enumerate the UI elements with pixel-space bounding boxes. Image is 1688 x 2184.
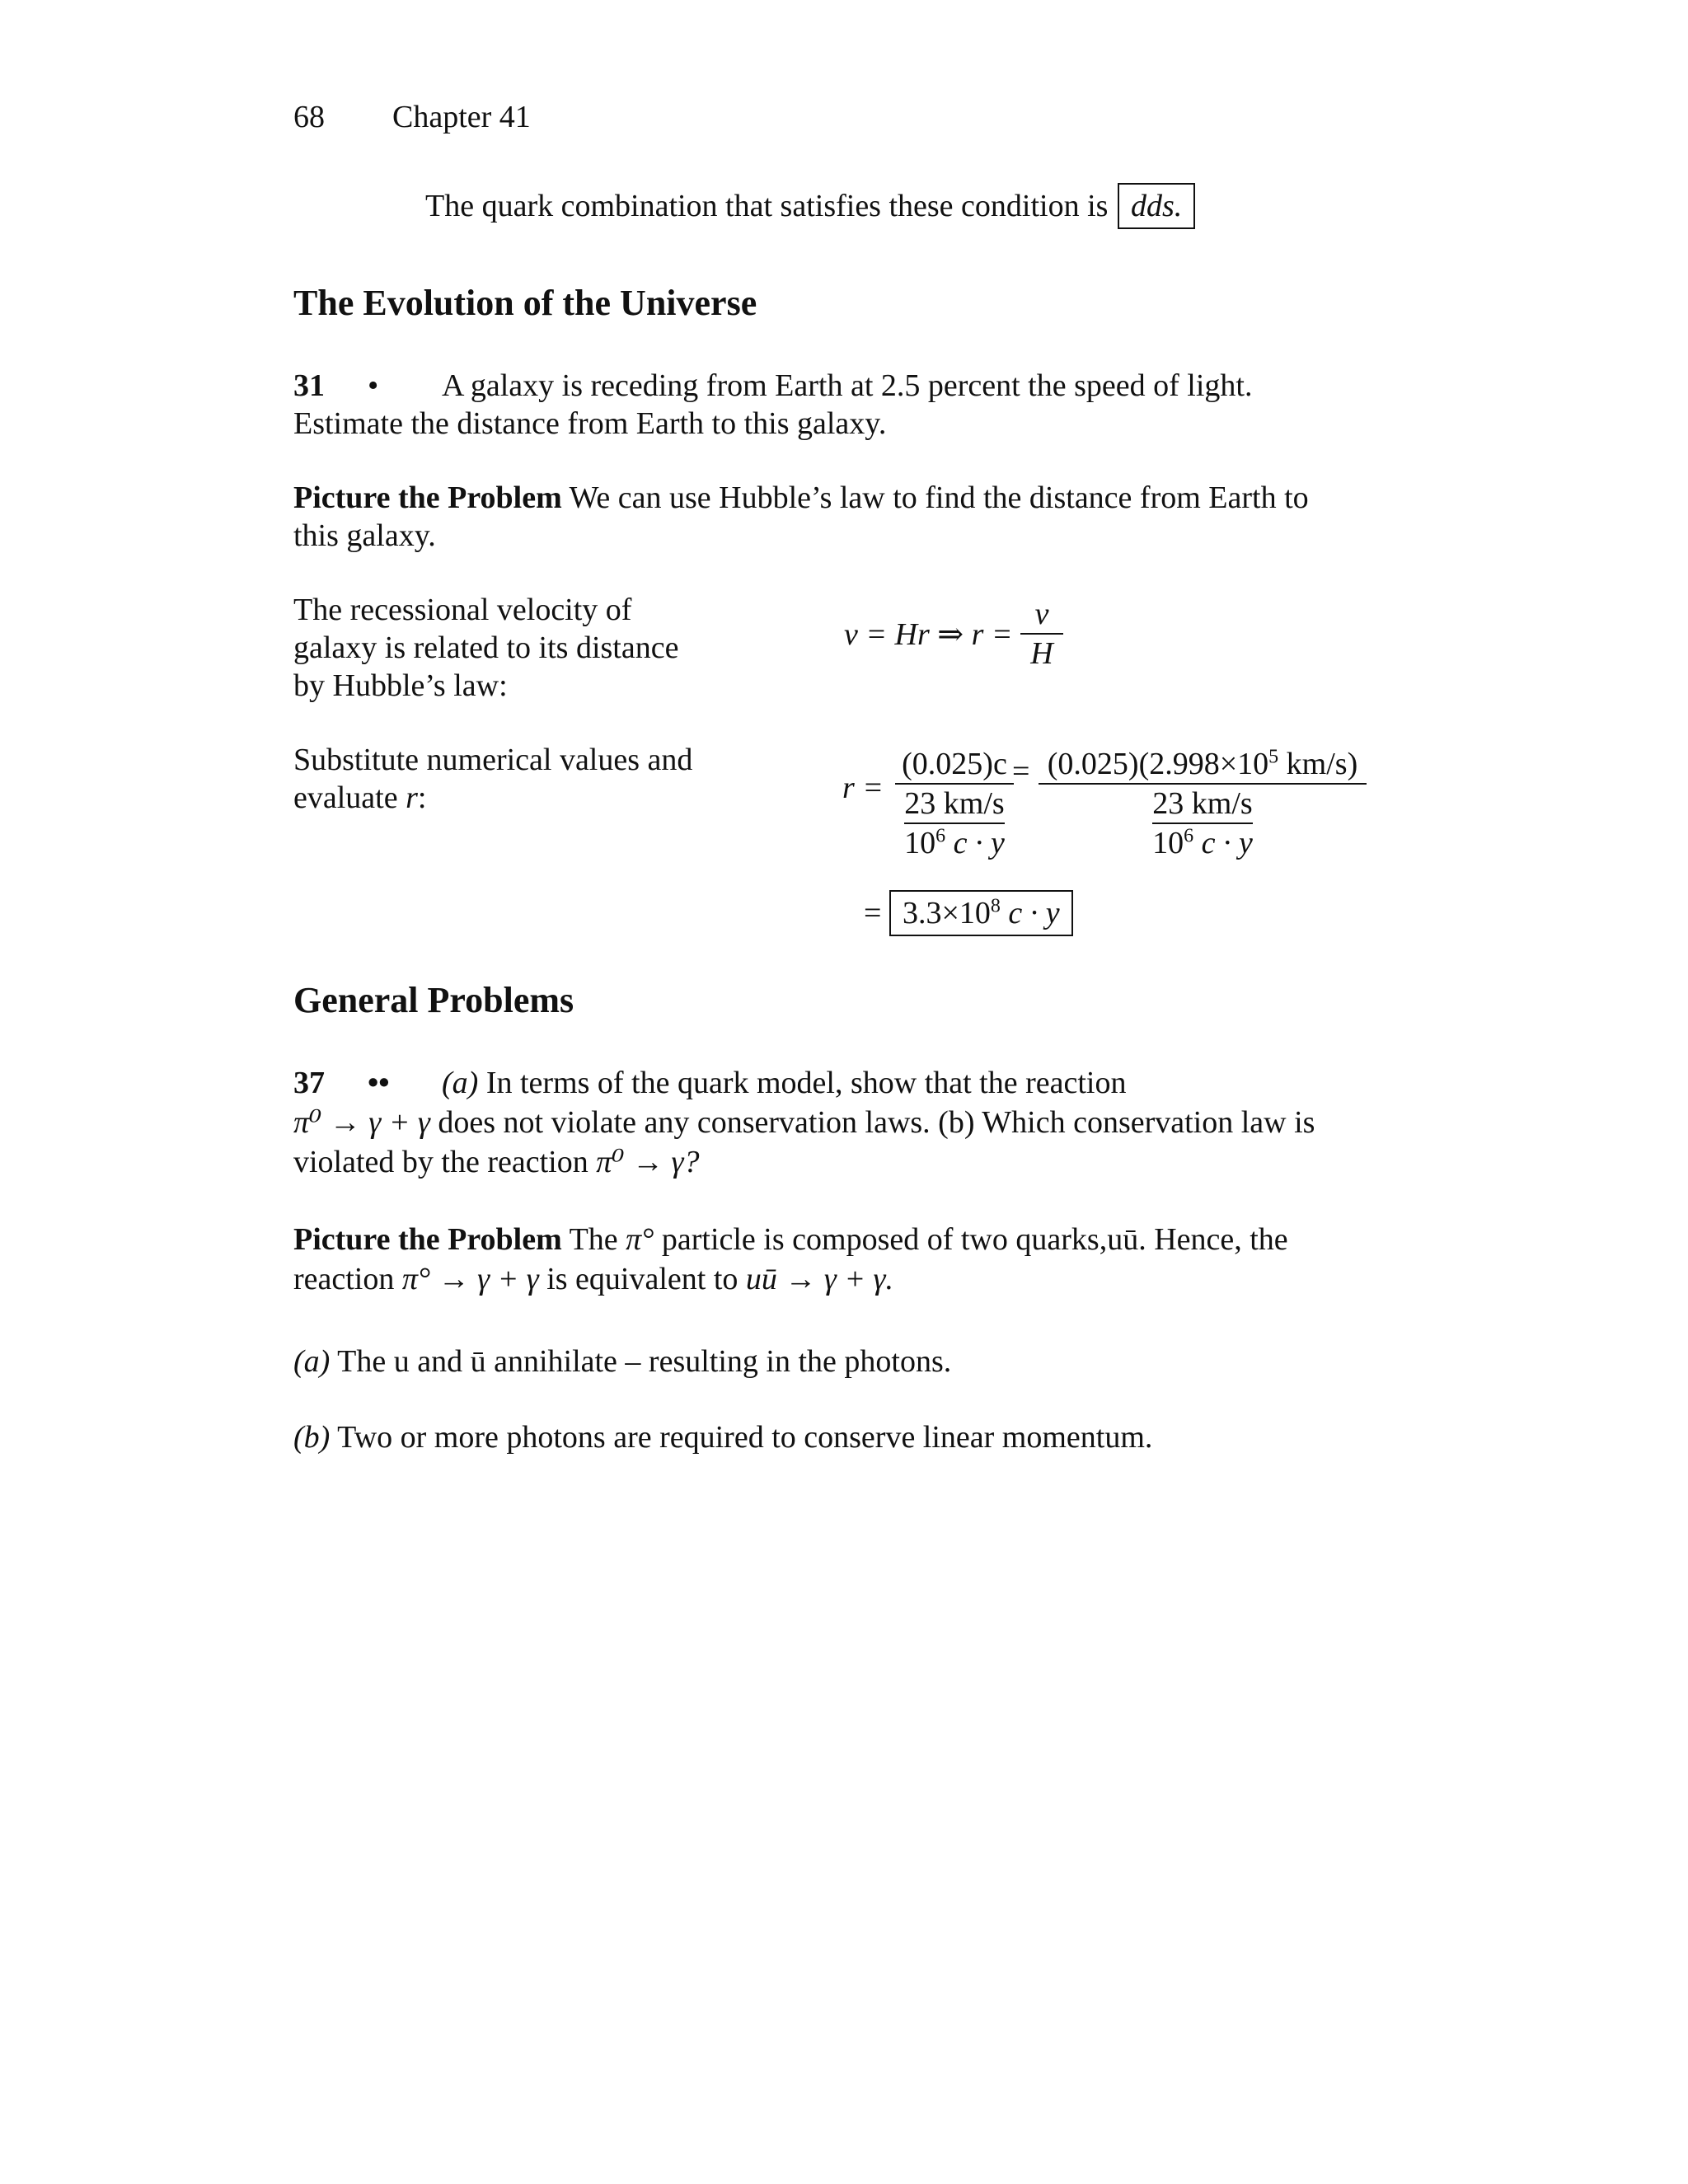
hubble-fraction — [1020, 595, 1063, 673]
problem-37-line3 — [293, 1142, 699, 1182]
intro-line — [425, 183, 1195, 229]
fraction-2-numerator — [1039, 745, 1367, 785]
picture-37-text-c: . Hence, the — [1138, 1222, 1288, 1257]
pion-decay-equation: π⁰ → γ + γ — [293, 1105, 430, 1140]
sub-fraction-2-numerator: 23 km/s — [1152, 785, 1253, 824]
picture-label: Picture the Problem — [293, 480, 562, 515]
sub-fraction-2-denominator — [1152, 826, 1253, 860]
picture-text-line2: this galaxy. — [293, 518, 436, 553]
picture-37-label: Picture the Problem — [293, 1222, 562, 1257]
answer-b-label: (b) — [293, 1420, 331, 1455]
r-equals: r = — [842, 771, 884, 805]
fraction-2 — [1039, 745, 1367, 862]
hubble-numerator: v — [1020, 595, 1063, 635]
picture-37-line2-a: reaction — [293, 1262, 395, 1296]
problem-37-line1 — [442, 1063, 1126, 1103]
step2-colon: : — [417, 780, 427, 815]
chapter-title: Chapter 41 — [392, 100, 531, 134]
picture-problem-31 — [293, 478, 1309, 518]
num2-suffix: km/s) — [1278, 747, 1358, 781]
step1-line1: The recessional velocity of — [293, 593, 632, 627]
problem-37-line2 — [293, 1103, 1315, 1142]
step1-line3: by Hubble’s law: — [293, 668, 508, 703]
quark-pair: uū — [1107, 1222, 1139, 1257]
pion-reaction: π° → γ + γ — [401, 1262, 539, 1296]
difficulty-marker-37: •• — [368, 1066, 390, 1100]
picture-37-text-b: particle is composed of two quarks, — [661, 1222, 1108, 1257]
problem-number-37: 37 — [293, 1066, 325, 1100]
picture-37-line2-b: is equivalent to — [546, 1262, 738, 1296]
answer-b — [293, 1418, 1152, 1457]
problem-number-31: 31 — [293, 368, 325, 403]
num2-exp: 5 — [1268, 746, 1279, 768]
problem-37-line3-text: violated by the reaction — [293, 1145, 588, 1179]
sub-den-2-unit: c · y — [1201, 826, 1253, 860]
quark-reaction: uū → γ + γ. — [745, 1262, 893, 1296]
pion-symbol: π° — [626, 1222, 654, 1257]
answer-a-label: (a) — [293, 1344, 331, 1379]
answer-a-text-a: The u and — [337, 1344, 463, 1379]
problem-31-line1: A galaxy is receding from Earth at 2.5 percent the speed of light. — [442, 368, 1253, 403]
sub-den-1-exp: 6 — [935, 825, 946, 847]
picture-37-text-a: The — [569, 1222, 618, 1257]
sub-fraction-1-numerator: 23 km/s — [904, 785, 1005, 824]
difficulty-marker-31: • — [368, 368, 379, 403]
sub-den-2-exp: 6 — [1184, 825, 1194, 847]
picture-problem-37-line1 — [293, 1220, 1288, 1259]
result-base: 3.3×10 — [902, 896, 991, 930]
result-exp: 8 — [990, 895, 1001, 917]
picture-text-line1: We can use Hubble’s law to find the distance from Earth to — [569, 480, 1309, 515]
result-line — [864, 890, 1073, 936]
result-equals: = — [864, 896, 882, 930]
result-unit: c · y — [1000, 896, 1060, 930]
picture-problem-37-line2 — [293, 1259, 893, 1299]
sub-den-1-base: 10 — [904, 826, 936, 860]
problem-37-line2-text: does not violate any conservation laws. (b) Which conservation law is — [438, 1105, 1315, 1140]
answer-b-text: Two or more photons are required to conserve linear momentum. — [337, 1420, 1153, 1455]
answer-a-symbol: ū — [470, 1344, 486, 1379]
step2-prefix: evaluate — [293, 780, 398, 815]
problem-37-line1-text: In terms of the quark model, show that the reaction — [485, 1066, 1127, 1100]
sub-fraction-1-denominator — [904, 826, 1005, 860]
answer-a — [293, 1342, 951, 1381]
fraction-2-denominator — [1152, 785, 1253, 862]
fraction-1-denominator — [904, 785, 1005, 862]
step2-line2 — [293, 778, 426, 818]
problem-31-line2: Estimate the distance from Earth to this galaxy. — [293, 406, 887, 441]
intro-answer-box: dds. — [1118, 183, 1195, 229]
sub-den-2-base: 10 — [1152, 826, 1184, 860]
intro-text: The quark combination that satisfies these condition is — [425, 189, 1109, 223]
step2-variable: r — [406, 780, 418, 815]
step1-line2: galaxy is related to its distance — [293, 630, 679, 665]
page-number: 68 — [293, 100, 325, 134]
sub-den-1-unit: c · y — [953, 826, 1005, 860]
step2-line1: Substitute numerical values and — [293, 743, 693, 777]
equals-mid: = — [1012, 754, 1030, 789]
hubble-denominator: H — [1030, 636, 1053, 671]
section-title-evolution: The Evolution of the Universe — [293, 283, 757, 323]
fraction-1 — [895, 745, 1014, 862]
result-box — [889, 890, 1073, 936]
section-title-general: General Problems — [293, 980, 574, 1020]
num2-base: (0.025)(2.998×10 — [1047, 747, 1269, 781]
fraction-1-numerator: (0.025)c — [895, 745, 1014, 785]
problem-37-part-a: (a) — [442, 1066, 479, 1100]
answer-a-text-b: annihilate – resulting in the photons. — [494, 1344, 952, 1379]
hubble-equation: v = Hr ⇒ r = — [844, 617, 1013, 652]
pion-single-photon-equation: π⁰ → γ? — [596, 1145, 700, 1179]
